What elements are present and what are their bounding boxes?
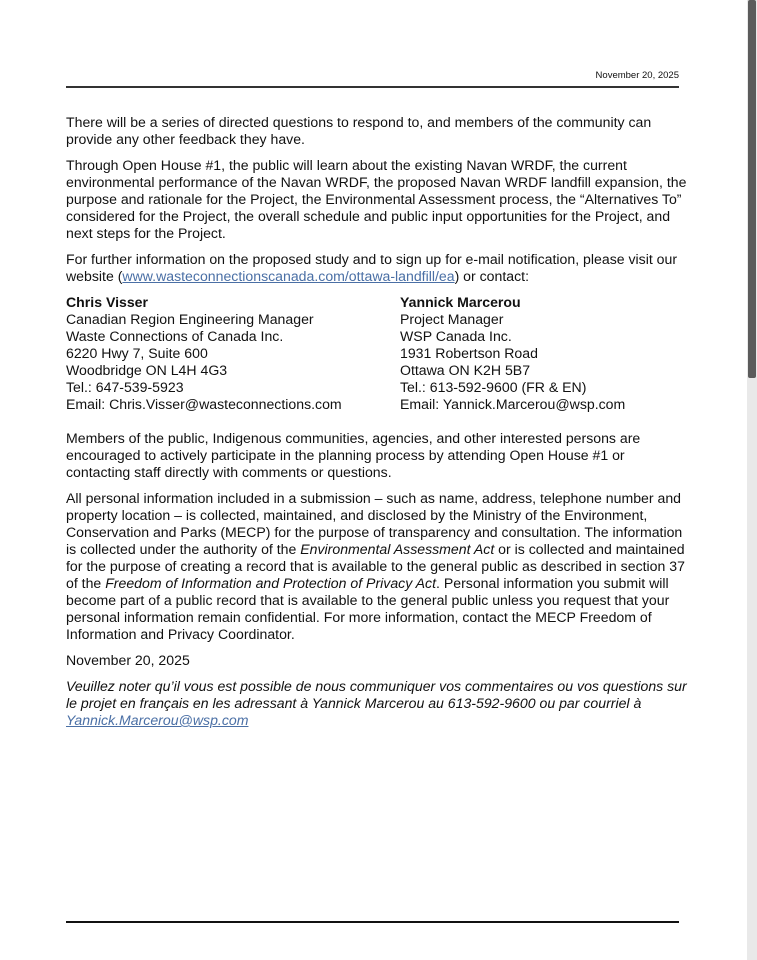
website-link[interactable]: www.wasteconnectionscanada.com/ottawa-landfill/ea [122, 268, 455, 284]
contact-email: Email: Chris.Visser@wasteconnections.com [66, 396, 342, 412]
contact-title: Project Manager [400, 311, 504, 327]
contact-phone: Tel.: 647-539-5923 [66, 379, 184, 395]
document-body [66, 114, 692, 738]
contact-yannick-marcerou [400, 294, 692, 413]
paragraph-french [66, 678, 692, 729]
contact-company: WSP Canada Inc. [400, 328, 512, 344]
contact-title: Canadian Region Engineering Manager [66, 311, 314, 327]
contact-chris-visser [66, 294, 400, 413]
paragraph-open-house: Through Open House #1, the public will learn about the existing Navan WRDF, the current environmental performance of the Navan WRDF, the proposed Navan WRDF landfill expansion, the purpose and rationale for the Project, the Environmental Assessment process, the “Alternatives To” considered for the Project, the overall schedule and public input opportunities for the Project, and next steps for the Project. [66, 157, 687, 241]
french-email-link[interactable] [66, 712, 248, 728]
contact-address-1: 6220 Hwy 7, Suite 600 [66, 345, 208, 361]
paragraph-participation: Members of the public, Indigenous communities, agencies, and other interested persons are encouraged to actively participate in the planning process by attending Open House #1 or contacting staff directly with comments or questions. [66, 430, 641, 480]
contact-email: Email: Yannick.Marcerou@wsp.com [400, 396, 626, 412]
contact-name: Yannick Marcerou [400, 294, 521, 310]
contact-address-2: Woodbridge ON L4H 4G3 [66, 362, 228, 378]
footer-rule [66, 921, 679, 923]
contact-address-1: 1931 Robertson Road [400, 345, 538, 361]
contact-address-2: Ottawa ON K2H 5B7 [400, 362, 531, 378]
privacy-act-title-1: Environmental Assessment Act [300, 541, 495, 557]
vertical-scrollbar[interactable] [747, 0, 757, 960]
privacy-text-b: or is collected and maintained for the purpose of creating a record that is available to the general public as described in section 37 of the [66, 541, 685, 591]
paragraph-further-info [66, 251, 692, 285]
contact-name: Chris Visser [66, 294, 149, 310]
header-rule [66, 86, 679, 88]
signature-date: November 20, 2025 [66, 652, 190, 668]
contact-phone: Tel.: 613-592-9600 (FR & EN) [400, 379, 587, 395]
privacy-text-c: . Personal information you submit will become part of a public record that is available to the general public unless you request that your personal information remain confidential. For more information, contact the MECP Freedom of Information and Privacy Coordinator. [66, 575, 670, 642]
paragraph-privacy [66, 490, 692, 643]
french-text: Veuillez noter qu’il vous est possible de nous communiquer vos commentaires ou vos questions sur le projet en français en les adressant à Yannick Marcerou au 613-592-9600 ou par courriel à [66, 678, 687, 711]
further-info-text: For further information on the proposed study and to sign up for e-mail notification, please visit our website ( [66, 251, 678, 284]
further-info-tail: ) or contact: [454, 268, 529, 284]
contact-company: Waste Connections of Canada Inc. [66, 328, 284, 344]
privacy-act-title-2: Freedom of Information and Protection of Privacy Act [105, 575, 437, 591]
french-email-text: Yannick.Marcerou@wsp.com [66, 712, 249, 728]
paragraph-questions: There will be a series of directed questions to respond to, and members of the community can provide any other feedback they have. [66, 114, 652, 147]
contacts-block [66, 294, 692, 413]
scrollbar-thumb[interactable] [748, 0, 756, 378]
privacy-text-a: All personal information included in a submission – such as name, address, telephone number and property location – is collected, maintained, and disclosed by the Ministry of the Environment, Conservation and Parks (MECP) for the purpose of transparency and consultation. The information is collected under the authority of the [66, 490, 683, 557]
header-date: November 20, 2025 [595, 70, 679, 81]
